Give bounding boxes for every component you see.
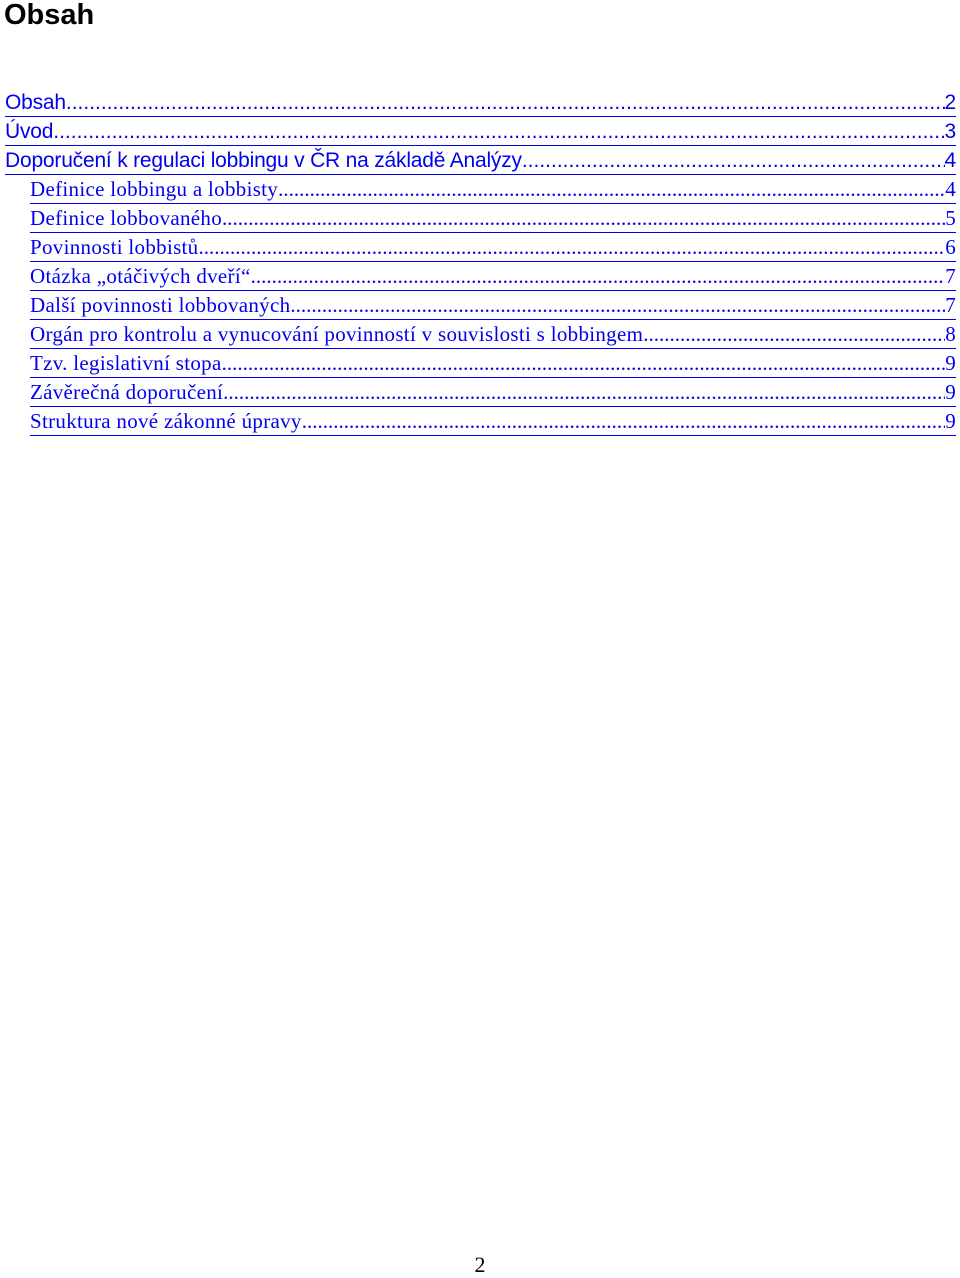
toc-entry-label: Obsah xyxy=(5,91,66,114)
toc-link-definice-lobbovaneho[interactable] xyxy=(30,204,956,233)
toc-link-legislativni-stopa[interactable] xyxy=(30,349,956,378)
toc-entry-page: 9 xyxy=(945,409,956,433)
toc-entry-page: 2 xyxy=(944,91,956,114)
toc-link-doporuceni[interactable] xyxy=(5,146,956,175)
toc-entry-page: 8 xyxy=(945,322,956,346)
toc-leader-dots xyxy=(251,262,946,291)
toc-link-zaverecna-doporuceni[interactable] xyxy=(30,378,956,407)
toc-entry-label: Závěrečná doporučení xyxy=(30,380,224,404)
toc-leader-dots xyxy=(522,146,945,175)
toc-link-organ-pro-kontrolu[interactable] xyxy=(30,320,956,349)
toc-leader-dots xyxy=(643,320,945,349)
toc-entry-label: Orgán pro kontrolu a vynucování povinností v souvislosti s lobbingem xyxy=(30,322,644,346)
toc-entry-page: 5 xyxy=(945,206,956,230)
toc-link-dalsi-povinnosti[interactable] xyxy=(30,291,956,320)
toc-entry-label: Otázka „otáčivých dveří“ xyxy=(30,264,251,288)
page-number: 2 xyxy=(474,1252,486,1277)
toc-leader-dots xyxy=(290,291,945,320)
toc-leader-dots xyxy=(302,407,945,436)
toc-leader-dots xyxy=(66,88,945,117)
toc-link-povinnosti-lobbistu[interactable] xyxy=(30,233,956,262)
toc-leader-dots xyxy=(53,117,944,146)
toc-link-uvod[interactable] xyxy=(5,117,956,146)
toc-entry-page: 7 xyxy=(945,264,956,288)
toc-leader-dots xyxy=(278,175,945,204)
toc-entry-label: Další povinnosti lobbovaných xyxy=(30,293,291,317)
toc-entry-page: 7 xyxy=(945,293,956,317)
table-of-contents xyxy=(0,88,960,436)
toc-link-obsah[interactable] xyxy=(5,88,956,117)
toc-entry-label: Definice lobbingu a lobbisty xyxy=(30,177,279,201)
toc-entry-label: Povinnosti lobbistů xyxy=(30,235,199,259)
toc-entry-page: 4 xyxy=(944,149,956,172)
toc-link-struktura-upravy[interactable] xyxy=(30,407,956,436)
toc-leader-dots xyxy=(223,378,945,407)
toc-entry-page: 9 xyxy=(945,380,956,404)
toc-link-definice-lobbingu[interactable] xyxy=(30,175,956,204)
toc-leader-dots xyxy=(222,349,946,378)
toc-entry-label: Úvod xyxy=(5,120,54,143)
toc-link-otacive-dvere[interactable] xyxy=(30,262,956,291)
toc-entry-page: 4 xyxy=(945,177,956,201)
page-title: Obsah xyxy=(4,0,95,31)
toc-entry-label: Definice lobbovaného xyxy=(30,206,223,230)
toc-entry-page: 3 xyxy=(944,120,956,143)
toc-entry-page: 9 xyxy=(945,351,956,375)
toc-entry-label: Doporučení k regulaci lobbingu v ČR na základě Analýzy xyxy=(5,149,522,172)
toc-leader-dots xyxy=(222,204,945,233)
toc-entry-page: 6 xyxy=(945,235,956,259)
toc-entry-label: Struktura nové zákonné úpravy xyxy=(30,409,302,433)
toc-leader-dots xyxy=(198,233,945,262)
toc-entry-label: Tzv. legislativní stopa xyxy=(30,351,222,375)
